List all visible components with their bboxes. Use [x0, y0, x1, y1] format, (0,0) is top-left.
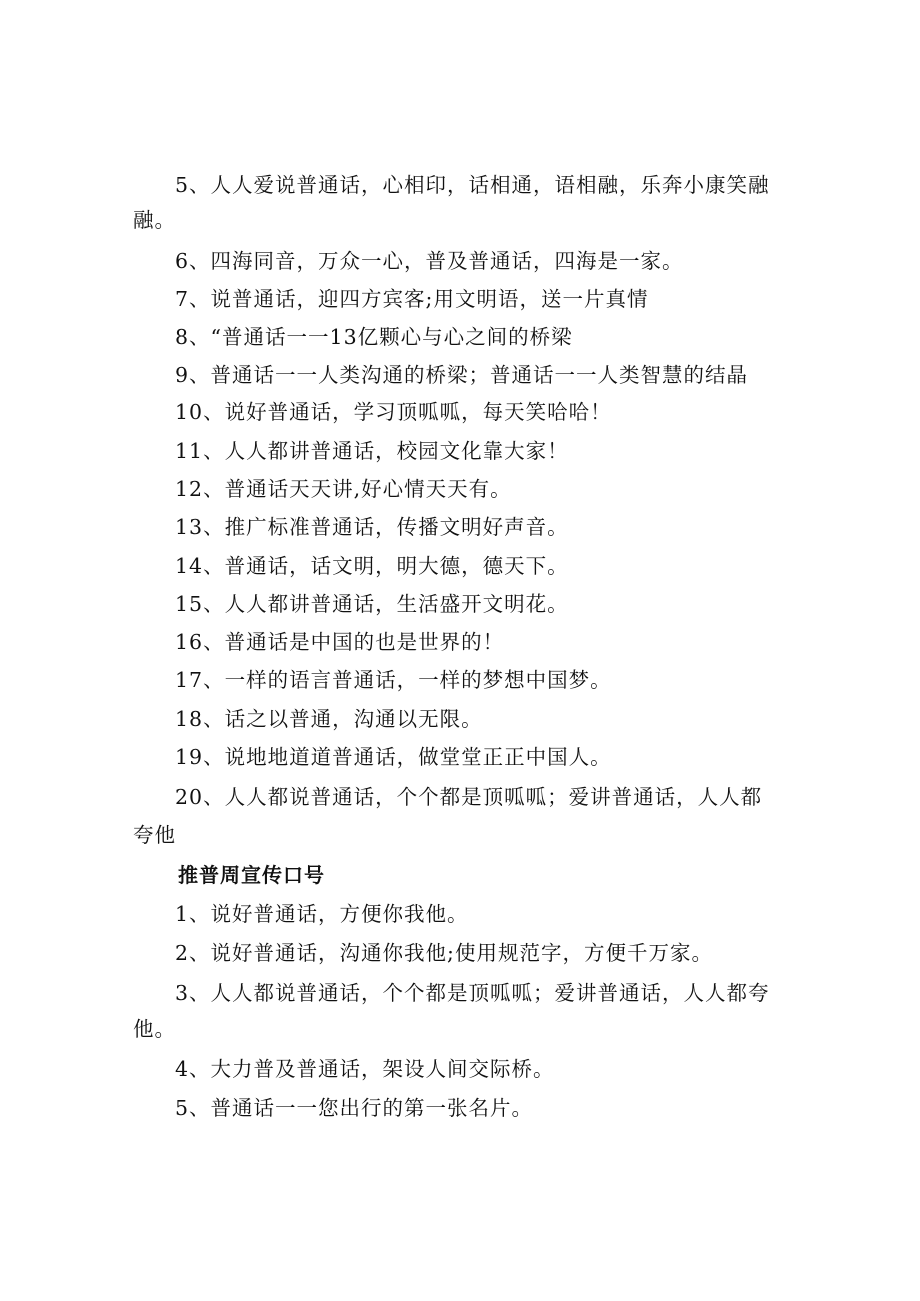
slogan-line-19: 19、说地地道道普通话，做堂堂正正中国人。 — [175, 745, 612, 769]
slogan-line-5: 5、人人爱说普通话，心相印，话相通，语相融，乐奔小康笑融 — [175, 173, 770, 197]
slogan-line-6: 6、四海同音，万众一心，普及普通话，四海是一家。 — [175, 249, 684, 273]
promo-slogan-line-4: 4、大力普及普通话，架设人间交际桥。 — [175, 1057, 555, 1081]
promo-slogan-line-3: 3、人人都说普通话，个个都是顶呱呱；爱讲普通话，人人都夸 — [175, 981, 770, 1005]
promo-slogan-line-1: 1、说好普通话，方便你我他。 — [175, 902, 469, 926]
section-heading: 推普周宣传口号 — [178, 863, 325, 887]
promo-slogan-line-3-continuation: 他。 — [133, 1017, 176, 1041]
slogan-line-5-continuation: 融。 — [133, 208, 176, 232]
slogan-line-11: 11、人人都讲普通话，校园文化靠大家！ — [175, 439, 569, 463]
promo-slogan-line-2: 2、说好普通话，沟通你我他;使用规范字，方便千万家。 — [175, 941, 713, 965]
slogan-line-20: 20、人人都说普通话，个个都是顶呱呱；爱讲普通话，人人都 — [175, 785, 763, 809]
slogan-line-17: 17、一样的语言普通话，一样的梦想中国梦。 — [175, 668, 612, 692]
promo-slogan-line-5: 5、普通话一一您出行的第一张名片。 — [175, 1096, 534, 1120]
slogan-line-18: 18、话之以普通，沟通以无限。 — [175, 707, 483, 731]
slogan-line-20-continuation: 夸他 — [133, 823, 176, 847]
slogan-line-7: 7、说普通话，迎四方宾客;用文明语，送一片真情 — [175, 287, 649, 311]
slogan-line-10: 10、说好普通话，学习顶呱呱，每天笑哈哈！ — [175, 400, 612, 424]
slogan-line-13: 13、推广标准普通话，传播文明好声音。 — [175, 515, 569, 539]
slogan-line-9: 9、普通话一一人类沟通的桥梁；普通话一一人类智慧的结晶 — [175, 363, 749, 387]
slogan-line-16: 16、普通话是中国的也是世界的！ — [175, 630, 505, 654]
slogan-line-14: 14、普通话，话文明，明大德，德天下。 — [175, 554, 569, 578]
slogan-line-8: 8、“普通话一一13亿颗心与心之间的桥梁 — [175, 325, 573, 349]
slogan-line-12: 12、普通话天天讲,好心情天天有。 — [175, 477, 512, 501]
slogan-line-15: 15、人人都讲普通话，生活盛开文明花。 — [175, 592, 569, 616]
